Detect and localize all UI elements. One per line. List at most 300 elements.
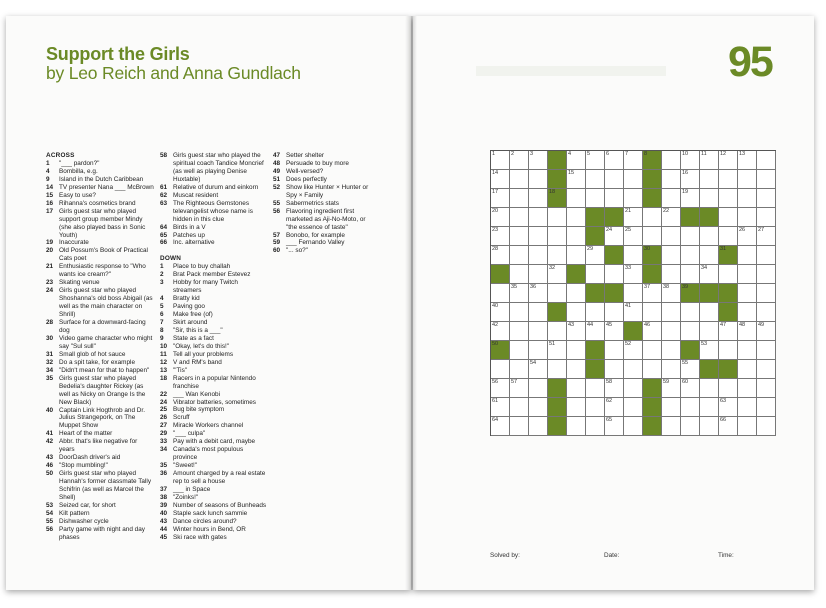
date-field <box>604 552 619 559</box>
grid-cell[interactable] <box>605 417 624 436</box>
grid-cell[interactable] <box>700 417 719 436</box>
grid-cell[interactable] <box>567 341 586 360</box>
cell-number: 12 <box>720 151 727 157</box>
grid-cell[interactable] <box>567 284 586 303</box>
grid-cell[interactable] <box>510 322 529 341</box>
grid-cell[interactable] <box>681 265 700 284</box>
grid-cell[interactable] <box>567 322 586 341</box>
grid-cell[interactable] <box>757 208 776 227</box>
clue <box>160 224 268 232</box>
grid-cell[interactable] <box>529 170 548 189</box>
grid-cell[interactable] <box>548 322 567 341</box>
grid-cell[interactable] <box>738 265 757 284</box>
grid-cell[interactable] <box>738 341 757 360</box>
grid-cell[interactable] <box>738 246 757 265</box>
clue-number: 38 <box>160 493 168 501</box>
cell-number: 37 <box>644 284 651 290</box>
grid-cell[interactable] <box>491 284 510 303</box>
clue-number: 29 <box>160 430 168 438</box>
clue-number: 32 <box>46 358 54 366</box>
grid-cell[interactable] <box>586 322 605 341</box>
black-square <box>643 151 662 170</box>
grid-cell[interactable] <box>548 227 567 246</box>
grid-cell[interactable] <box>757 170 776 189</box>
grid-cell[interactable] <box>719 189 738 208</box>
grid-cell[interactable] <box>700 246 719 265</box>
grid-cell[interactable] <box>548 208 567 227</box>
grid-cell[interactable] <box>738 303 757 322</box>
grid-cell[interactable] <box>662 322 681 341</box>
grid-cell[interactable] <box>757 379 776 398</box>
grid-cell[interactable] <box>700 303 719 322</box>
grid-cell[interactable] <box>681 417 700 436</box>
black-square <box>548 417 567 436</box>
grid-cell[interactable] <box>624 151 643 170</box>
grid-cell[interactable] <box>491 151 510 170</box>
grid-cell[interactable] <box>681 360 700 379</box>
grid-cell[interactable] <box>491 246 510 265</box>
cell-number: 6 <box>606 151 610 157</box>
black-square <box>548 303 567 322</box>
grid-cell[interactable] <box>662 360 681 379</box>
grid-cell[interactable] <box>605 189 624 208</box>
grid-cell[interactable] <box>586 303 605 322</box>
black-square <box>624 322 643 341</box>
cell-number: 31 <box>720 246 727 252</box>
grid-cell[interactable] <box>700 265 719 284</box>
cell-number: 7 <box>625 151 629 157</box>
grid-cell[interactable] <box>738 398 757 417</box>
clue-number: 22 <box>160 390 168 398</box>
clue <box>46 407 154 431</box>
grid-cell[interactable] <box>529 189 548 208</box>
grid-cell[interactable] <box>738 284 757 303</box>
grid-cell[interactable] <box>605 265 624 284</box>
grid-cell[interactable] <box>605 322 624 341</box>
clue-number: 49 <box>273 167 281 175</box>
clue-text: Place to buy challah <box>173 263 231 271</box>
clue-text: "___ pardon?" <box>59 159 100 167</box>
grid-cell[interactable] <box>510 417 529 436</box>
clue-number: 61 <box>160 183 168 191</box>
cell-number: 24 <box>606 227 613 233</box>
cell-number: 47 <box>720 322 727 328</box>
grid-cell[interactable] <box>491 227 510 246</box>
clue <box>160 446 268 462</box>
grid-cell[interactable] <box>681 303 700 322</box>
grid-cell[interactable] <box>662 227 681 246</box>
clue-number: 64 <box>160 223 168 231</box>
grid-cell[interactable] <box>567 151 586 170</box>
grid-cell[interactable] <box>510 303 529 322</box>
grid-cell[interactable] <box>605 379 624 398</box>
grid-cell[interactable] <box>662 303 681 322</box>
clue-text: ___ in Space <box>173 486 211 494</box>
cell-number: 30 <box>644 246 651 252</box>
grid-cell[interactable] <box>605 227 624 246</box>
grid-cell[interactable] <box>700 151 719 170</box>
grid-cell[interactable] <box>567 303 586 322</box>
grid-cell[interactable] <box>510 170 529 189</box>
grid-cell[interactable] <box>719 151 738 170</box>
clue-text: Show like Hunter × Hunter or Spy × Family <box>286 183 369 199</box>
grid-cell[interactable] <box>624 208 643 227</box>
grid-cell[interactable] <box>738 151 757 170</box>
clue <box>160 184 268 192</box>
grid-cell[interactable] <box>681 227 700 246</box>
grid-cell[interactable] <box>567 417 586 436</box>
clue-number: 41 <box>46 430 54 438</box>
clue <box>46 430 154 438</box>
clue <box>273 200 373 208</box>
grid-cell[interactable] <box>491 170 510 189</box>
grid-cell[interactable] <box>624 246 643 265</box>
cell-number: 60 <box>682 379 689 385</box>
clue <box>160 462 268 470</box>
clue-number: 13 <box>160 366 168 374</box>
grid-cell[interactable] <box>529 322 548 341</box>
grid-cell[interactable] <box>567 360 586 379</box>
cell-number: 44 <box>587 322 594 328</box>
grid-cell[interactable] <box>662 379 681 398</box>
grid-cell[interactable] <box>719 170 738 189</box>
grid-cell[interactable] <box>567 189 586 208</box>
grid-cell[interactable] <box>757 341 776 360</box>
clue <box>160 375 268 391</box>
grid-cell[interactable] <box>719 417 738 436</box>
grid-cell[interactable] <box>491 208 510 227</box>
grid-cell[interactable] <box>700 227 719 246</box>
grid-cell[interactable] <box>529 379 548 398</box>
grid-cell[interactable] <box>567 398 586 417</box>
grid-cell[interactable] <box>491 360 510 379</box>
grid-cell[interactable] <box>757 246 776 265</box>
clue-text: Brat Pack member Estevez <box>173 271 251 279</box>
grid-cell[interactable] <box>681 398 700 417</box>
clue-text: The Righteous Gemstones televangelist whose name is hidden in this clue <box>173 199 253 223</box>
grid-cell[interactable] <box>529 246 548 265</box>
clue-number: 23 <box>46 279 54 287</box>
grid-cell[interactable] <box>529 417 548 436</box>
grid-cell[interactable] <box>624 189 643 208</box>
grid-cell[interactable] <box>719 341 738 360</box>
clue-text: Vibrator batteries, sometimes <box>173 398 256 406</box>
grid-cell[interactable] <box>757 227 776 246</box>
grid-cell[interactable] <box>510 341 529 360</box>
grid-cell[interactable] <box>624 303 643 322</box>
grid-cell[interactable] <box>719 227 738 246</box>
cell-number: 49 <box>758 322 765 328</box>
clue-text: Does perfectly <box>286 175 327 183</box>
grid-cell[interactable] <box>738 417 757 436</box>
grid-cell[interactable] <box>624 284 643 303</box>
grid-cell[interactable] <box>586 246 605 265</box>
grid-cell[interactable] <box>605 170 624 189</box>
clue <box>46 438 154 454</box>
cell-number: 26 <box>739 227 746 233</box>
clue <box>46 263 154 279</box>
grid-cell[interactable] <box>700 398 719 417</box>
grid-cell[interactable] <box>624 360 643 379</box>
grid-cell[interactable] <box>662 265 681 284</box>
clue-text: Staple sack lunch sammie <box>173 509 248 517</box>
grid-cell[interactable] <box>624 265 643 284</box>
grid-cell[interactable] <box>624 341 643 360</box>
grid-cell[interactable] <box>624 398 643 417</box>
grid-cell[interactable] <box>757 284 776 303</box>
grid-cell[interactable] <box>567 208 586 227</box>
clue-text: Rihanna's cosmetics brand <box>59 199 136 207</box>
grid-cell[interactable] <box>624 417 643 436</box>
clue-text: "Didn't mean for that to happen" <box>59 366 150 374</box>
grid-cell[interactable] <box>510 246 529 265</box>
clue-number: 55 <box>46 517 54 525</box>
grid-cell[interactable] <box>586 189 605 208</box>
grid-cell[interactable] <box>738 208 757 227</box>
clue-text: Scruff <box>173 414 190 422</box>
grid-cell[interactable] <box>510 208 529 227</box>
clue-number: 24 <box>160 398 168 406</box>
clue <box>160 319 268 327</box>
grid-cell[interactable] <box>757 322 776 341</box>
grid-cell[interactable] <box>662 398 681 417</box>
cell-number: 57 <box>511 379 518 385</box>
clue-text: Abbr. that's like negative for years <box>59 438 138 454</box>
black-square <box>681 341 700 360</box>
clue-column-1 <box>46 152 154 542</box>
grid-cell[interactable] <box>529 265 548 284</box>
grid-cell[interactable] <box>605 360 624 379</box>
grid-cell[interactable] <box>662 208 681 227</box>
clue-number: 52 <box>273 183 281 191</box>
grid-cell[interactable] <box>643 360 662 379</box>
clue-text: Video game character who might say "Sul sull" <box>59 334 153 350</box>
grid-cell[interactable] <box>738 189 757 208</box>
grid-cell[interactable] <box>548 284 567 303</box>
grid-cell[interactable] <box>738 227 757 246</box>
clue <box>273 208 373 232</box>
clue-text: Do a spit take, for example <box>59 358 136 366</box>
clue-number: 39 <box>160 501 168 509</box>
grid-cell[interactable] <box>757 417 776 436</box>
grid-cell[interactable] <box>757 189 776 208</box>
clue-text: Persuade to buy more <box>286 159 349 167</box>
grid-cell[interactable] <box>681 379 700 398</box>
grid-cell[interactable] <box>567 227 586 246</box>
grid-cell[interactable] <box>719 398 738 417</box>
grid-cell[interactable] <box>643 227 662 246</box>
grid-cell[interactable] <box>510 151 529 170</box>
grid-cell[interactable] <box>738 322 757 341</box>
grid-cell[interactable] <box>491 398 510 417</box>
grid-cell[interactable] <box>662 151 681 170</box>
clue-number: 31 <box>46 350 54 358</box>
grid-cell[interactable] <box>510 227 529 246</box>
clue <box>160 367 268 375</box>
grid-cell[interactable] <box>586 417 605 436</box>
grid-cell[interactable] <box>529 398 548 417</box>
clue <box>46 510 154 518</box>
grid-cell[interactable] <box>643 284 662 303</box>
grid-cell[interactable] <box>662 189 681 208</box>
grid-cell[interactable] <box>757 303 776 322</box>
grid-cell[interactable] <box>586 265 605 284</box>
clue-number: 7 <box>160 319 164 326</box>
clue-number: 43 <box>46 454 54 462</box>
grid-cell[interactable] <box>681 151 700 170</box>
grid-cell[interactable] <box>529 151 548 170</box>
cell-number: 54 <box>530 360 537 366</box>
grid-cell[interactable] <box>529 284 548 303</box>
grid-cell[interactable] <box>605 341 624 360</box>
grid-cell[interactable] <box>567 246 586 265</box>
clue <box>160 470 268 486</box>
grid-cell[interactable] <box>510 284 529 303</box>
grid-cell[interactable] <box>491 379 510 398</box>
clue-text: Miracle Workers channel <box>173 422 244 430</box>
time-label: Time: <box>718 552 734 559</box>
cell-number: 11 <box>701 151 707 157</box>
grid-cell[interactable] <box>491 322 510 341</box>
cell-number: 3 <box>530 151 534 157</box>
clue-number: 4 <box>46 167 50 175</box>
clue <box>160 200 268 224</box>
clue-text: Tell all your problems <box>173 350 234 358</box>
grid-cell[interactable] <box>662 284 681 303</box>
grid-cell[interactable] <box>757 151 776 170</box>
black-square <box>643 246 662 265</box>
grid-cell[interactable] <box>510 360 529 379</box>
grid-cell[interactable] <box>605 303 624 322</box>
black-square <box>548 189 567 208</box>
grid-cell[interactable] <box>605 398 624 417</box>
clue <box>160 510 268 518</box>
grid-cell[interactable] <box>529 303 548 322</box>
clue <box>160 335 268 343</box>
grid-cell[interactable] <box>548 341 567 360</box>
clue-text: Dishwasher cycle <box>59 517 109 525</box>
clue <box>160 430 268 438</box>
cell-number: 52 <box>625 341 632 347</box>
grid-cell[interactable] <box>624 227 643 246</box>
clue-number: 44 <box>160 525 168 533</box>
grid-cell[interactable] <box>700 170 719 189</box>
grid-cell[interactable] <box>681 189 700 208</box>
date-label: Date: <box>604 552 620 559</box>
grid-cell[interactable] <box>681 246 700 265</box>
clue-number: 35 <box>46 374 54 382</box>
clue-text: Hobby for many Twitch streamers <box>173 279 238 295</box>
grid-cell[interactable] <box>662 246 681 265</box>
grid-cell[interactable] <box>738 360 757 379</box>
grid-cell[interactable] <box>719 379 738 398</box>
grid-cell[interactable] <box>529 360 548 379</box>
clue-text: Easy to use? <box>59 191 96 199</box>
grid-cell[interactable] <box>586 151 605 170</box>
grid-cell[interactable] <box>567 170 586 189</box>
grid-cell[interactable] <box>643 303 662 322</box>
grid-cell[interactable] <box>624 170 643 189</box>
cell-number: 16 <box>682 170 689 176</box>
clue-text: Muscat resident <box>173 191 219 199</box>
grid-cell[interactable] <box>681 322 700 341</box>
clue <box>46 176 154 184</box>
grid-cell[interactable] <box>548 246 567 265</box>
grid-cell[interactable] <box>738 379 757 398</box>
clue-text: DoorDash driver's aid <box>59 454 121 462</box>
grid-cell[interactable] <box>624 379 643 398</box>
grid-cell[interactable] <box>700 322 719 341</box>
grid-cell[interactable] <box>491 189 510 208</box>
clue <box>46 319 154 335</box>
grid-cell[interactable] <box>662 170 681 189</box>
clue-text: "Sir, this is a ___" <box>173 326 223 334</box>
grid-cell[interactable] <box>510 398 529 417</box>
grid-cell[interactable] <box>491 303 510 322</box>
black-square <box>586 227 605 246</box>
grid-cell[interactable] <box>738 170 757 189</box>
grid-cell[interactable] <box>643 208 662 227</box>
grid-cell[interactable] <box>586 170 605 189</box>
grid-cell[interactable] <box>662 341 681 360</box>
grid-cell[interactable] <box>643 322 662 341</box>
grid-cell[interactable] <box>529 208 548 227</box>
clue <box>46 168 154 176</box>
grid-cell[interactable] <box>719 265 738 284</box>
clue <box>46 518 154 526</box>
grid-cell[interactable] <box>586 398 605 417</box>
clue <box>273 247 373 255</box>
cell-number: 22 <box>663 208 670 214</box>
grid-cell[interactable] <box>757 360 776 379</box>
cell-number: 64 <box>492 417 499 423</box>
grid-cell[interactable] <box>605 151 624 170</box>
grid-cell[interactable] <box>510 265 529 284</box>
clue <box>46 239 154 247</box>
grid-cell[interactable] <box>491 417 510 436</box>
grid-cell[interactable] <box>719 322 738 341</box>
black-square <box>491 265 510 284</box>
grid-cell[interactable] <box>586 379 605 398</box>
clue-number: 62 <box>160 191 168 199</box>
clue <box>46 247 154 263</box>
black-square <box>586 208 605 227</box>
grid-cell[interactable] <box>529 341 548 360</box>
grid-cell[interactable] <box>548 265 567 284</box>
grid-cell[interactable] <box>567 379 586 398</box>
grid-cell[interactable] <box>700 189 719 208</box>
grid-cell[interactable] <box>662 417 681 436</box>
grid-cell[interactable] <box>681 170 700 189</box>
grid-cell[interactable] <box>510 189 529 208</box>
clue <box>160 518 268 526</box>
clue <box>46 502 154 510</box>
grid-cell[interactable] <box>757 398 776 417</box>
clue-number: 43 <box>160 517 168 525</box>
grid-cell[interactable] <box>510 379 529 398</box>
grid-cell[interactable] <box>548 360 567 379</box>
grid-cell[interactable] <box>643 341 662 360</box>
cell-number: 25 <box>625 227 632 233</box>
clue-text: TV presenter Nana ___ McBrown <box>59 183 154 191</box>
grid-cell[interactable] <box>529 227 548 246</box>
clue <box>273 176 373 184</box>
grid-cell[interactable] <box>757 265 776 284</box>
grid-cell[interactable] <box>719 208 738 227</box>
grid-cell[interactable] <box>700 341 719 360</box>
cell-number: 61 <box>492 398 499 404</box>
grid-cell[interactable] <box>700 379 719 398</box>
